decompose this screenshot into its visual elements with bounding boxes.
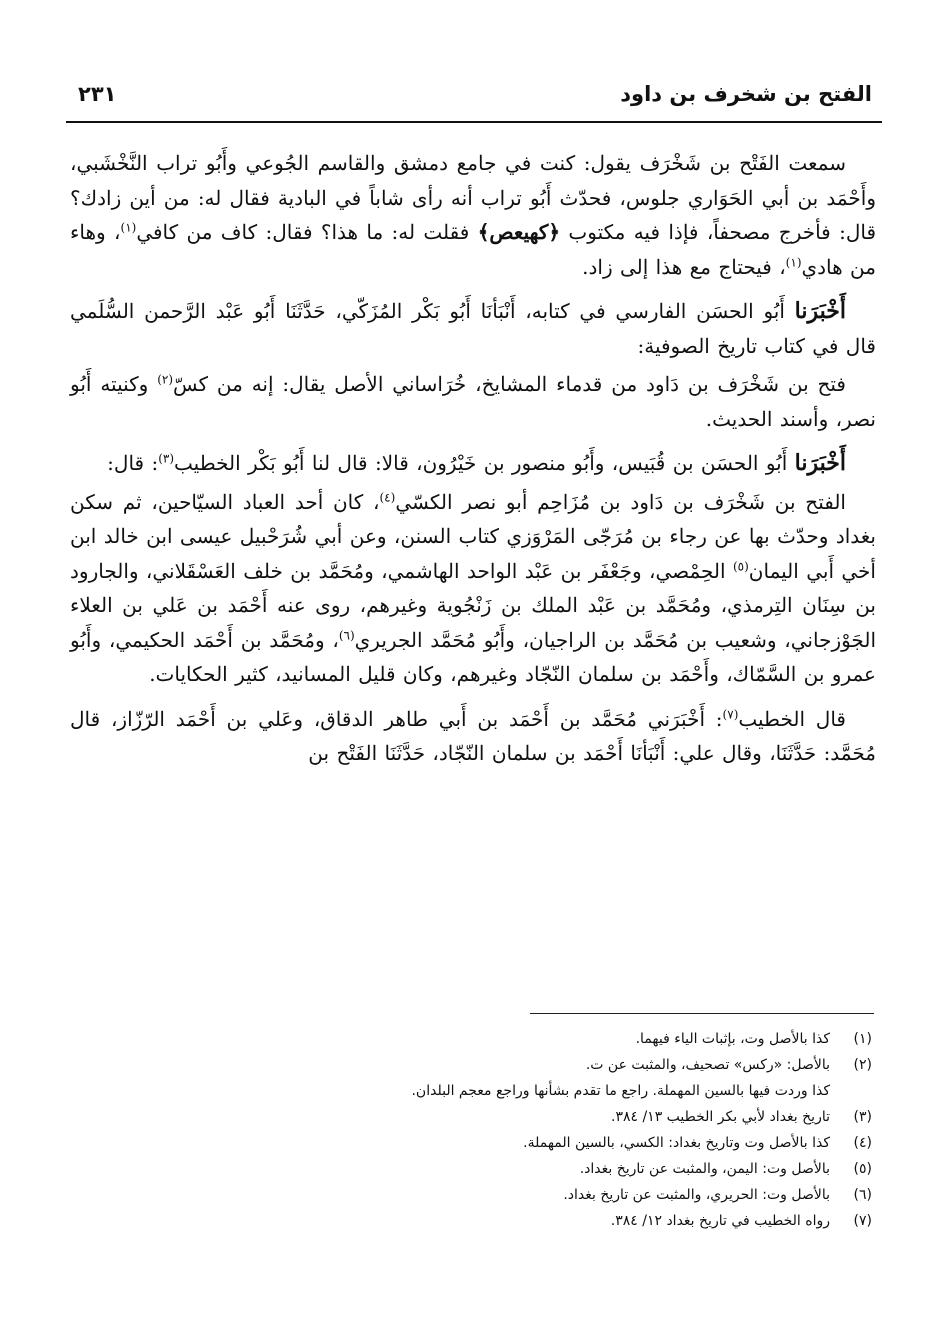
footnote-divider <box>530 1013 874 1014</box>
footnote-2: (٢) بالأصل: «ركس» تصحيف، والمثبت عن ت. <box>585 1057 872 1073</box>
main-text <box>70 146 876 781</box>
footnote-ref[interactable]: (٥) <box>732 558 749 573</box>
footnote-5: (٥) بالأصل وت: اليمن، والمثبت عن تاريخ بغداد. <box>579 1161 872 1177</box>
footnote-4: (٤) كذا بالأصل وت وتاريخ بغداد: الكسي، بالسين المهملة. <box>523 1135 872 1151</box>
isnad-lead: أَخْبَرَنا <box>794 298 846 324</box>
paragraph-5: الفتح بن شَخْرَف بن دَاود بن مُزَاحِم أبو نصر الكسّي$^{(٤)}$، كان أحد العباد السيّاحين، ثم سكن بغداد وحدّث بها عن رجاء بن مُرَجّى المَرْوَزي كتاب السنن، وعن أبي شُرَحْبيل عيسى ابن خالد ابن أخي أَبي اليمان$^{(٥)}$ الحِمْصي، وجَعْفَر بن عَبْد الواحد الهاشمي، ومُحَمَّد بن خلف العَسْقَلاني، والجارود بن سِنَان التِرمذي، ومُحَمَّد بن عَبْد الملك بن زَنْجُوية وغيرهم، روى عنه أَحْمَد بن عَلي بن العلاء الجَوْزجاني، وشعيب بن مُحَمَّد بن الراجيان، وأَبُو مُحَمَّد الجريري$^{(٦)}$، ومُحَمَّد بن أَحْمَد الحكيمي، وأَبُو عمرو بن السَّمّاك، وأَحْمَد بن سلمان النّجّاد وغيرهم، وكان قليل المسانيد، كثير الحكايات. <box>70 489 876 686</box>
paragraph-2: أَخْبَرَنا أَبُو الحسَن الفارسي في كتابه، أَنْبَأنَا أَبُو بَكْر المُزَكّي، حَدَّثَنَا أَبُو عَبْد الرَّحمن السُّلَمي قال في كتاب تاريخ الصوفية: <box>70 298 876 358</box>
paragraph-1: سمعت الفَتْح بن شَخْرَف يقول: كنت في جامع دمشق والقاسم الجُوعي وأَبُو تراب النَّخْشَبي، وأَحْمَد بن أبي الحَوَاري جلوس، فحدّث أَبُو تراب أنه رأى شاباً في البادية فقال له: من أين زادك؟ قال: فأخرج مصحفاً، فإذا فيه مكتوب ﴿كهيعص﴾ فقلت له: ما هذا؟ فقال: كاف من كافي$^{(١)}$، وهاء من هادي$^{(١)}$، فيحتاج مع هذا إلى زاد. <box>70 151 877 279</box>
footnote-ref[interactable]: (١) <box>785 254 802 269</box>
page-number: ٢٣١ <box>78 82 117 106</box>
footnote-2-continued: كذا وردت فيها بالسين المهملة. راجع ما تقدم بشأنها وراجع معجم البلدان. <box>411 1083 830 1099</box>
footnote-ref[interactable]: (٧) <box>722 706 739 721</box>
quran-quote: ﴿كهيعص﴾ <box>477 220 561 244</box>
footnote-ref[interactable]: (١) <box>120 220 137 235</box>
footnote-ref[interactable]: (٦) <box>338 627 355 642</box>
footnote-1: (١) كذا بالأصل وت، بإثبات الياء فيهما. <box>635 1031 872 1047</box>
running-title: الفتح بن شخرف بن داود <box>620 82 872 106</box>
header-divider <box>66 121 882 123</box>
footnote-ref[interactable]: (٤) <box>379 489 396 504</box>
footnotes <box>70 1026 872 1234</box>
isnad-lead: أَخْبَرَنا <box>794 450 846 476</box>
footnote-ref[interactable]: (٣) <box>158 451 175 466</box>
footnote-6: (٦) بالأصل وت: الحريري، والمثبت عن تاريخ بغداد. <box>563 1187 872 1203</box>
page-header <box>68 78 872 118</box>
footnote-3: (٣) تاريخ بغداد لأبي بكر الخطيب ١٣/ ٣٨٤. <box>610 1109 872 1125</box>
footnote-ref[interactable]: (٢) <box>157 372 174 387</box>
paragraph-4: أَخْبَرَنا أَبُو الحسَن بن قُبَيس، وأَبُو منصور بن خَيْرُون، قالا: قال لنا أَبُو بَكْر الخطيب$^{(٣)}$: قال: <box>107 450 846 476</box>
footnote-7: (٧) رواه الخطيب في تاريخ بغداد ١٢/ ٣٨٤. <box>610 1213 872 1229</box>
paragraph-6: قال الخطيب$^{(٧)}$: أَخْبَرَني مُحَمَّد بن أَحْمَد بن أَبي طاهر الدقاق، وعَلي بن أَحْمَد الرّزّاز، قال مُحَمَّد: حَدَّثَنَا، وقال علي: أَنْبَأنَا أَحْمَد بن سلمان النّجّاد، حَدَّثَنَا الفَتْح بن <box>70 706 876 765</box>
paragraph-3: فتح بن شَخْرَف بن دَاود من قدماء المشايخ، خُرَاساني الأصل يقال: إنه من كسّ$^{(٢)}$ وكنيته أَبُو نصر، وأسند الحديث. <box>70 372 876 431</box>
